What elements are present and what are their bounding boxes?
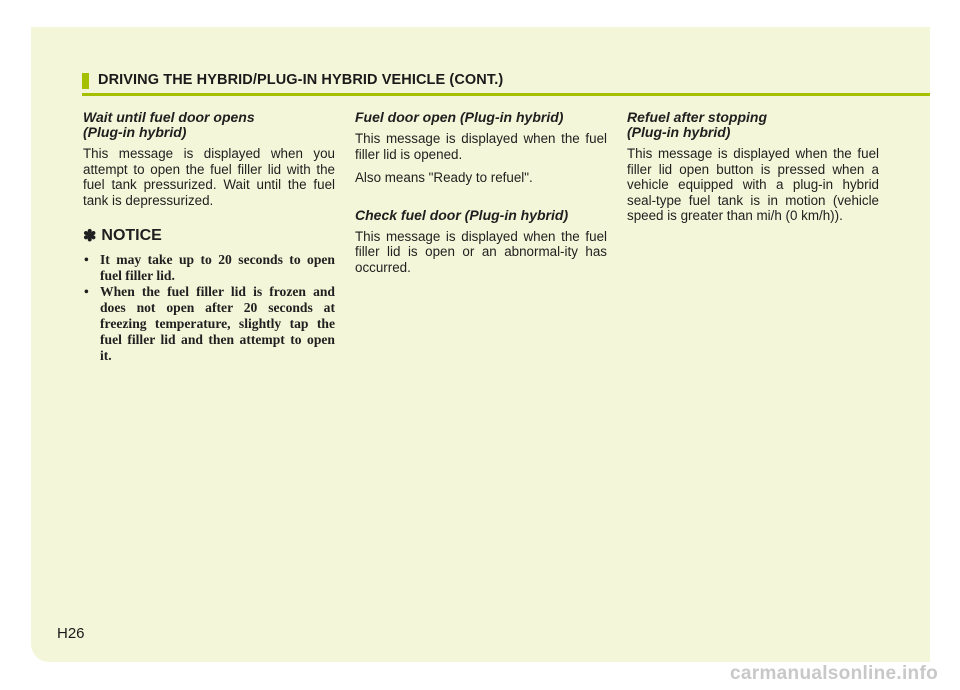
header-accent-bar [82, 73, 89, 89]
notice-heading [83, 226, 335, 246]
heading-refuel-after-stopping [627, 110, 879, 140]
paragraph-fuel-door-open: This message is displayed when the fuel filler lid is opened. [355, 131, 607, 162]
heading-line1: Wait until fuel door opens [83, 109, 255, 125]
page-number: H26 [57, 625, 85, 642]
heading-fuel-door-open: Fuel door open (Plug-in hybrid) [355, 109, 564, 125]
paragraph-check-fuel-door: This message is displayed when the fuel filler lid is open or an abnormal-ity has occurred. [355, 228, 607, 275]
heading-line2: (Plug-in hybrid) [627, 124, 731, 140]
notice-title: NOTICE [101, 227, 162, 245]
paragraph-wait-fuel-door: This message is displayed when you attempt to open the fuel filler lid with the fuel tank pressurized. Wait until the fuel tank is depressurized. [83, 146, 335, 208]
column-right [627, 110, 879, 232]
header-rule [82, 93, 930, 96]
notice-item: • It may take up to 20 seconds to open fuel filler lid. [83, 252, 335, 284]
watermark-link[interactable]: carmanualsonline.info [730, 663, 938, 684]
section-header-title: DRIVING THE HYBRID/PLUG-IN HYBRID VEHICLE (CONT.) [98, 72, 504, 88]
column-left [83, 110, 335, 364]
heading-wait-fuel-door [83, 110, 335, 140]
notice-asterisk-icon: ✽ [83, 228, 97, 246]
heading-check-fuel-door: Check fuel door (Plug-in hybrid) [355, 206, 569, 223]
heading-line2: (Plug-in hybrid) [83, 124, 187, 140]
paragraph-refuel-after-stopping: This message is displayed when the fuel filler lid open button is pressed when a vehicle equipped with a plug-in hybrid seal-type fuel tank is in motion (vehicle speed is greater than mi/h (0 km/h)). [627, 146, 879, 224]
notice-list [83, 252, 335, 364]
heading-line1: Refuel after stopping [627, 109, 768, 125]
paragraph-ready-to-refuel: Also means "Ready to refuel". [355, 170, 533, 186]
notice-item: • When the fuel filler lid is frozen and does not open after 20 seconds at freezing temperature, slightly tap the fuel filler lid and then attempt to open it. [83, 284, 335, 364]
column-middle [355, 110, 607, 284]
